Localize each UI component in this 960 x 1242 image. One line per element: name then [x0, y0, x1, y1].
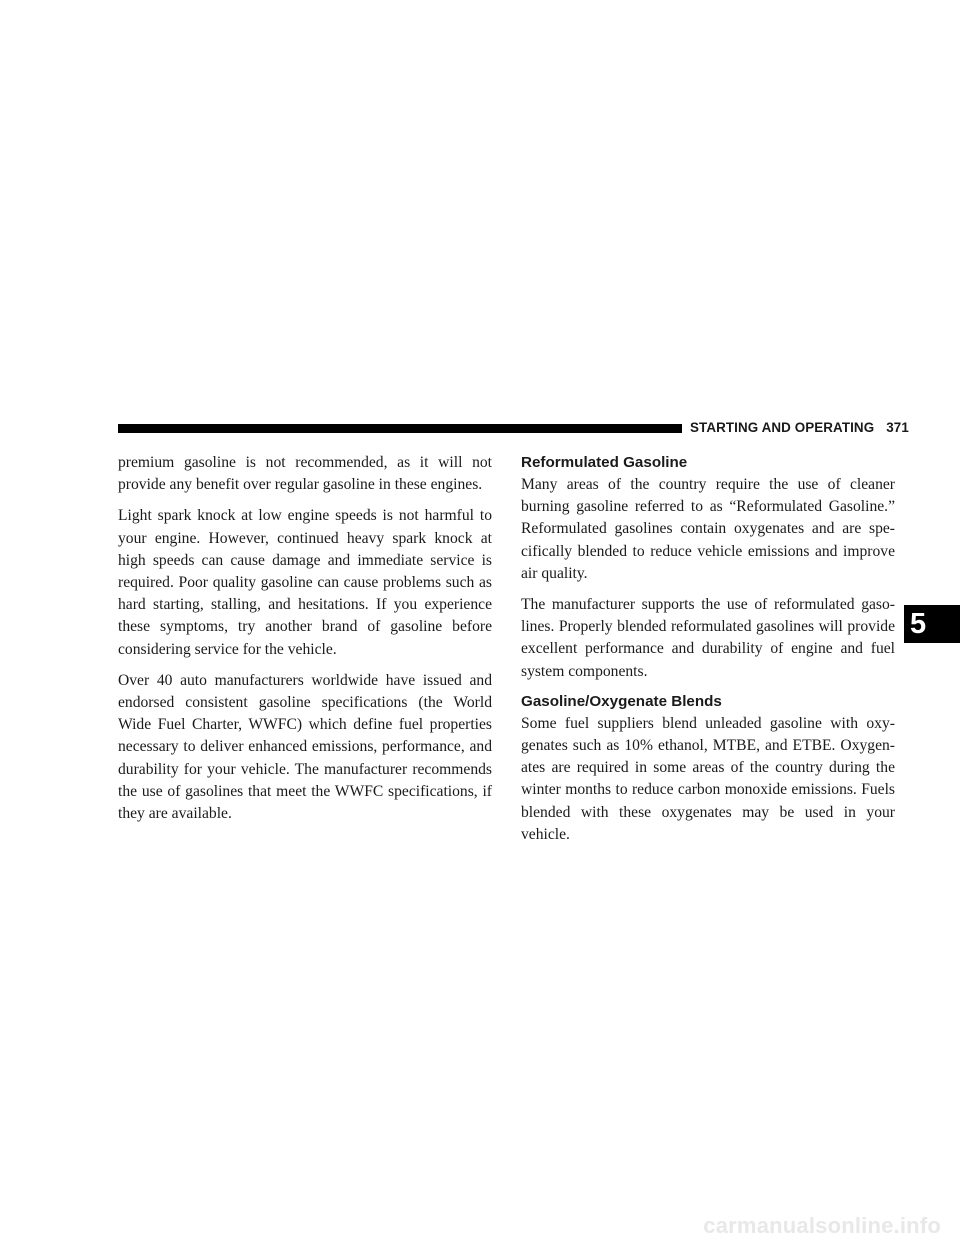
paragraph-oxygenate-blends: Some fuel suppliers blend unleaded gasoline with oxygenates such as 10% ethanol, MTBE, and ETBE. Oxygenates are required in some areas of the country during the winter months to reduce carbon monoxide emissions. Fuels blended with these oxygenates may be used in your vehicle. [521, 714, 895, 843]
watermark: carmanualsonline.info [703, 1213, 941, 1238]
right-column [521, 453, 895, 855]
paragraph-reformulated-intro: Many areas of the country require the use of cleaner burning gasoline referred to as “Reformulated Gasoline.” Reformulated gasolines contain oxygenates and are specifically blended to reduce vehicle emissions and improve air quality. [521, 476, 895, 582]
page-number: 371 [886, 420, 909, 435]
paragraph-reformulated-support: The manufacturer supports the use of reformulated gasolines. Properly blended reformulated gasolines will provide excellent performance and durability of engine and fuel system components. [521, 596, 895, 680]
section-title: STARTING AND OPERATING [690, 420, 875, 435]
running-header [690, 420, 909, 436]
chapter-tab: 5 [904, 605, 960, 643]
heading-reformulated-gasoline: Reformulated Gasoline [521, 454, 688, 471]
paragraph-spark-knock: Light spark knock at low engine speeds is not harmful to your engine. However, continued heavy spark knock at high speeds can cause damage and immediate service is required. Poor quality gasoline can cause problems such as hard starting, stalling, and hesitations. If you experience these symptoms, try another brand of gasoline before considering service for the vehicle. [118, 507, 492, 658]
left-column [118, 452, 492, 834]
paragraph-premium-gasoline: premium gasoline is not recommended, as it will not provide any benefit over regular gasoline in these engines. [118, 454, 492, 494]
paragraph-wwfc: Over 40 auto manufacturers worldwide have issued and endorsed consistent gasoline specifications (the World Wide Fuel Charter, WWFC) which define fuel properties necessary to deliver enhanced emissions, performance, and durability for your vehicle. The manufacturer recommends the use of gasolines that meet the WWFC specifications, if they are available. [118, 671, 492, 823]
header-rule [118, 424, 682, 433]
heading-oxygenate-blends: Gasoline/Oxygenate Blends [521, 692, 722, 710]
